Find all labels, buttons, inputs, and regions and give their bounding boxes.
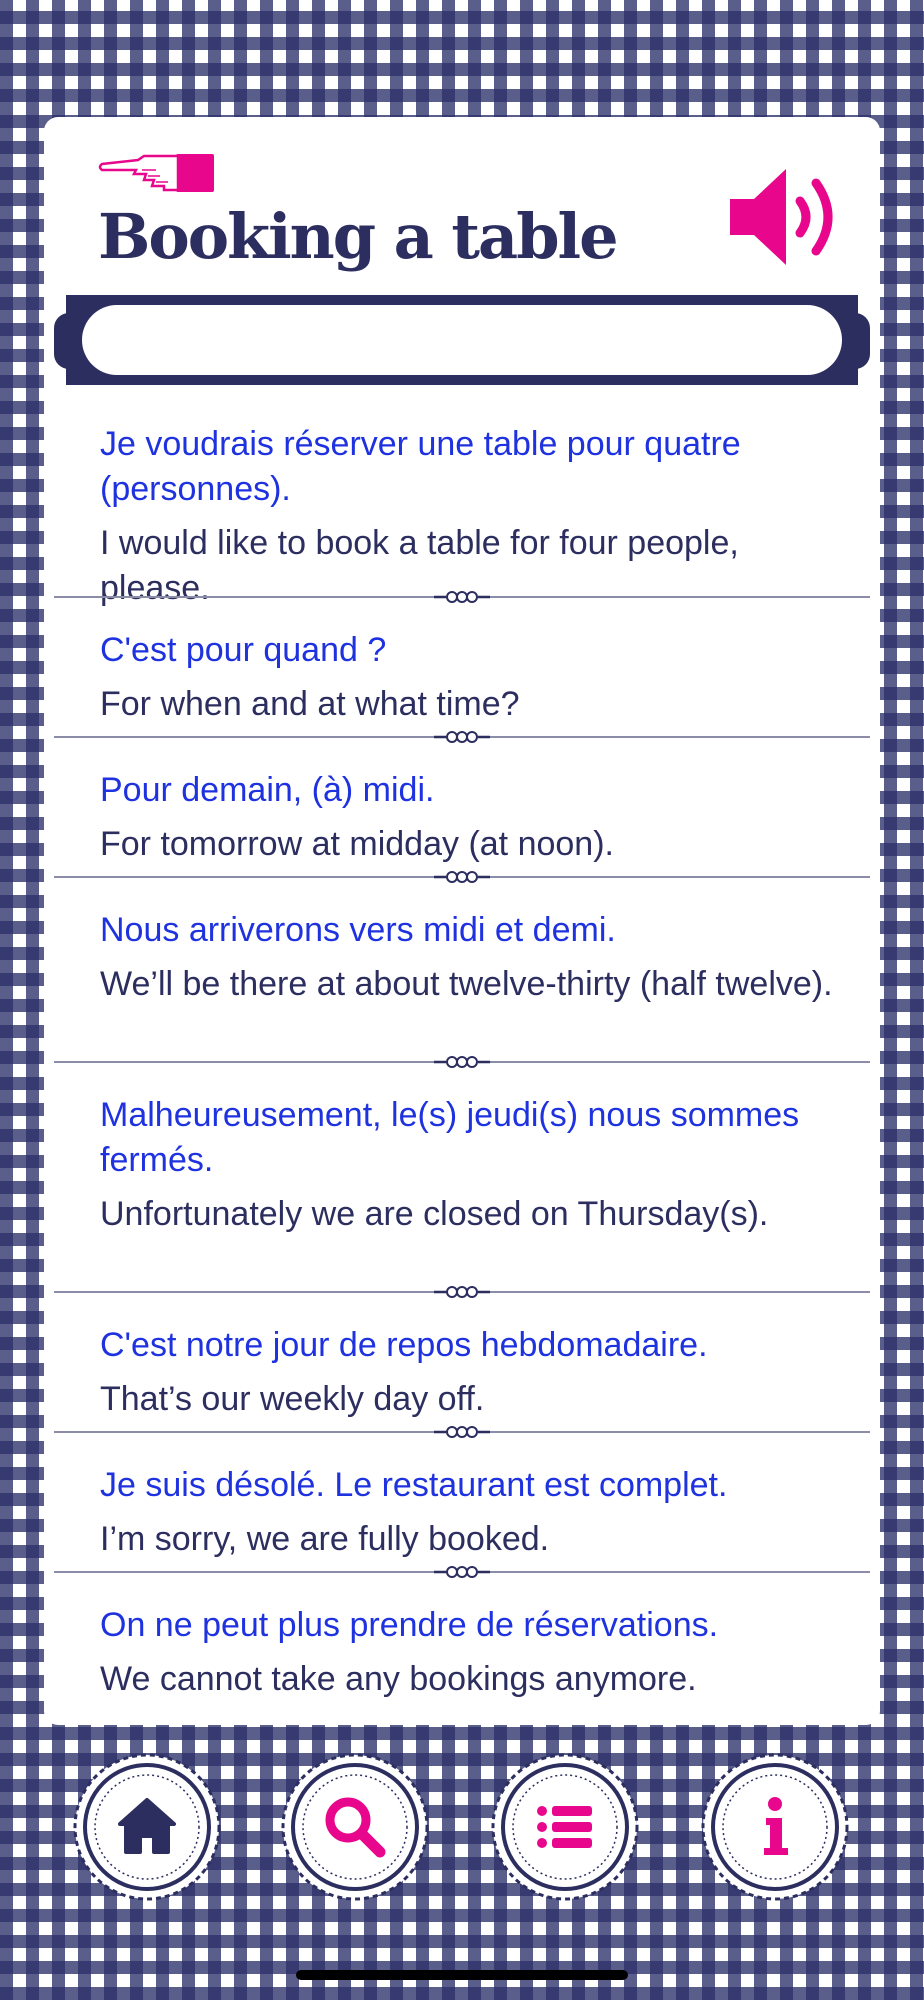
flourish-divider-icon xyxy=(54,1281,870,1303)
english-translation: We cannot take any bookings anymore. xyxy=(100,1660,697,1698)
french-phrase: Malheureusement, le(s) jeudi(s) nous sommes fermés. xyxy=(100,1096,800,1179)
flourish-divider-icon xyxy=(54,1051,870,1073)
english-translation: For when and at what time? xyxy=(100,685,520,723)
bottom-nav xyxy=(0,1752,924,1912)
phrase-item[interactable] xyxy=(44,748,880,888)
english-translation: That’s our weekly day off. xyxy=(100,1380,485,1418)
flourish-divider-icon xyxy=(54,726,870,748)
phrase-item[interactable] xyxy=(44,1303,880,1443)
list-button[interactable] xyxy=(490,1752,640,1902)
phrase-item[interactable] xyxy=(44,608,880,748)
french-phrase: Je voudrais réserver une table pour quatre (personnes). xyxy=(100,425,741,508)
french-phrase: On ne peut plus prendre de réservations. xyxy=(100,1606,719,1644)
home-button[interactable] xyxy=(72,1752,222,1902)
search-banner xyxy=(54,295,870,385)
search-button[interactable] xyxy=(280,1752,430,1902)
flourish-divider-icon xyxy=(54,866,870,888)
french-phrase: C'est notre jour de repos hebdomadaire. xyxy=(100,1326,708,1364)
pointing-hand-icon xyxy=(98,150,216,196)
phrase-item[interactable] xyxy=(44,888,880,1073)
phrase-list xyxy=(44,399,880,1723)
french-phrase: Nous arriverons vers midi et demi. xyxy=(100,911,616,949)
flourish-divider-icon xyxy=(54,1561,870,1583)
info-button[interactable] xyxy=(700,1752,850,1902)
english-translation: I would like to book a table for four people, please. xyxy=(100,524,739,607)
flourish-divider-icon xyxy=(54,1421,870,1443)
list-icon xyxy=(537,1806,592,1848)
search-input[interactable] xyxy=(82,305,842,375)
english-translation: We’ll be there at about twelve-thirty (half twelve). xyxy=(100,965,833,1003)
phrase-card xyxy=(44,117,880,1725)
english-translation: I’m sorry, we are fully booked. xyxy=(100,1520,550,1558)
phrase-item[interactable] xyxy=(44,1443,880,1583)
english-translation: Unfortunately we are closed on Thursday(s). xyxy=(100,1195,769,1233)
page-title: Booking a table xyxy=(98,200,617,273)
french-phrase: Pour demain, (à) midi. xyxy=(100,771,435,809)
english-translation: For tomorrow at midday (at noon). xyxy=(100,825,614,863)
french-phrase: Je suis désolé. Le restaurant est complet. xyxy=(100,1466,728,1504)
phrase-item[interactable] xyxy=(44,399,880,608)
home-indicator[interactable] xyxy=(296,1970,628,1980)
flourish-divider-icon xyxy=(54,586,870,608)
speaker-icon[interactable] xyxy=(724,157,844,277)
french-phrase: C'est pour quand ? xyxy=(100,631,387,669)
phrase-item[interactable] xyxy=(44,1073,880,1303)
phrase-item[interactable] xyxy=(44,1583,880,1723)
